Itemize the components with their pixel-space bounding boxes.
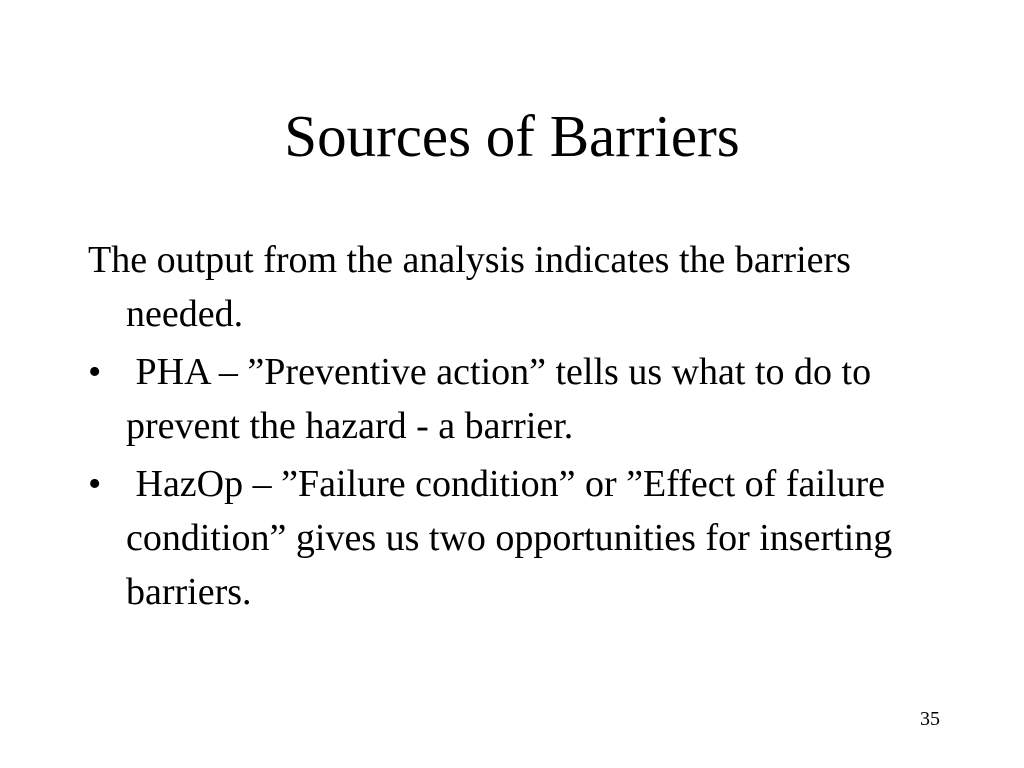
bullet-item-pha: [88, 345, 938, 453]
bullet-marker: •: [88, 351, 102, 393]
slide-body-list: [88, 233, 938, 623]
page-number: 35: [920, 708, 940, 730]
bullet-text-pha: PHA – ”Preventive action” tells us what to do to prevent the hazard - a barrier.: [126, 351, 872, 447]
slide-title: Sources of Barriers: [284, 103, 740, 169]
bullet-text-hazop: HazOp – ”Failure condition” or ”Effect of failure condition” gives us two opportunities for inserting barriers.: [126, 463, 893, 613]
intro-paragraph: [88, 233, 938, 341]
intro-text: The output from the analysis indicates the barriers needed.: [88, 239, 851, 335]
bullet-item-hazop: [88, 457, 938, 619]
bullet-marker: •: [88, 463, 102, 505]
